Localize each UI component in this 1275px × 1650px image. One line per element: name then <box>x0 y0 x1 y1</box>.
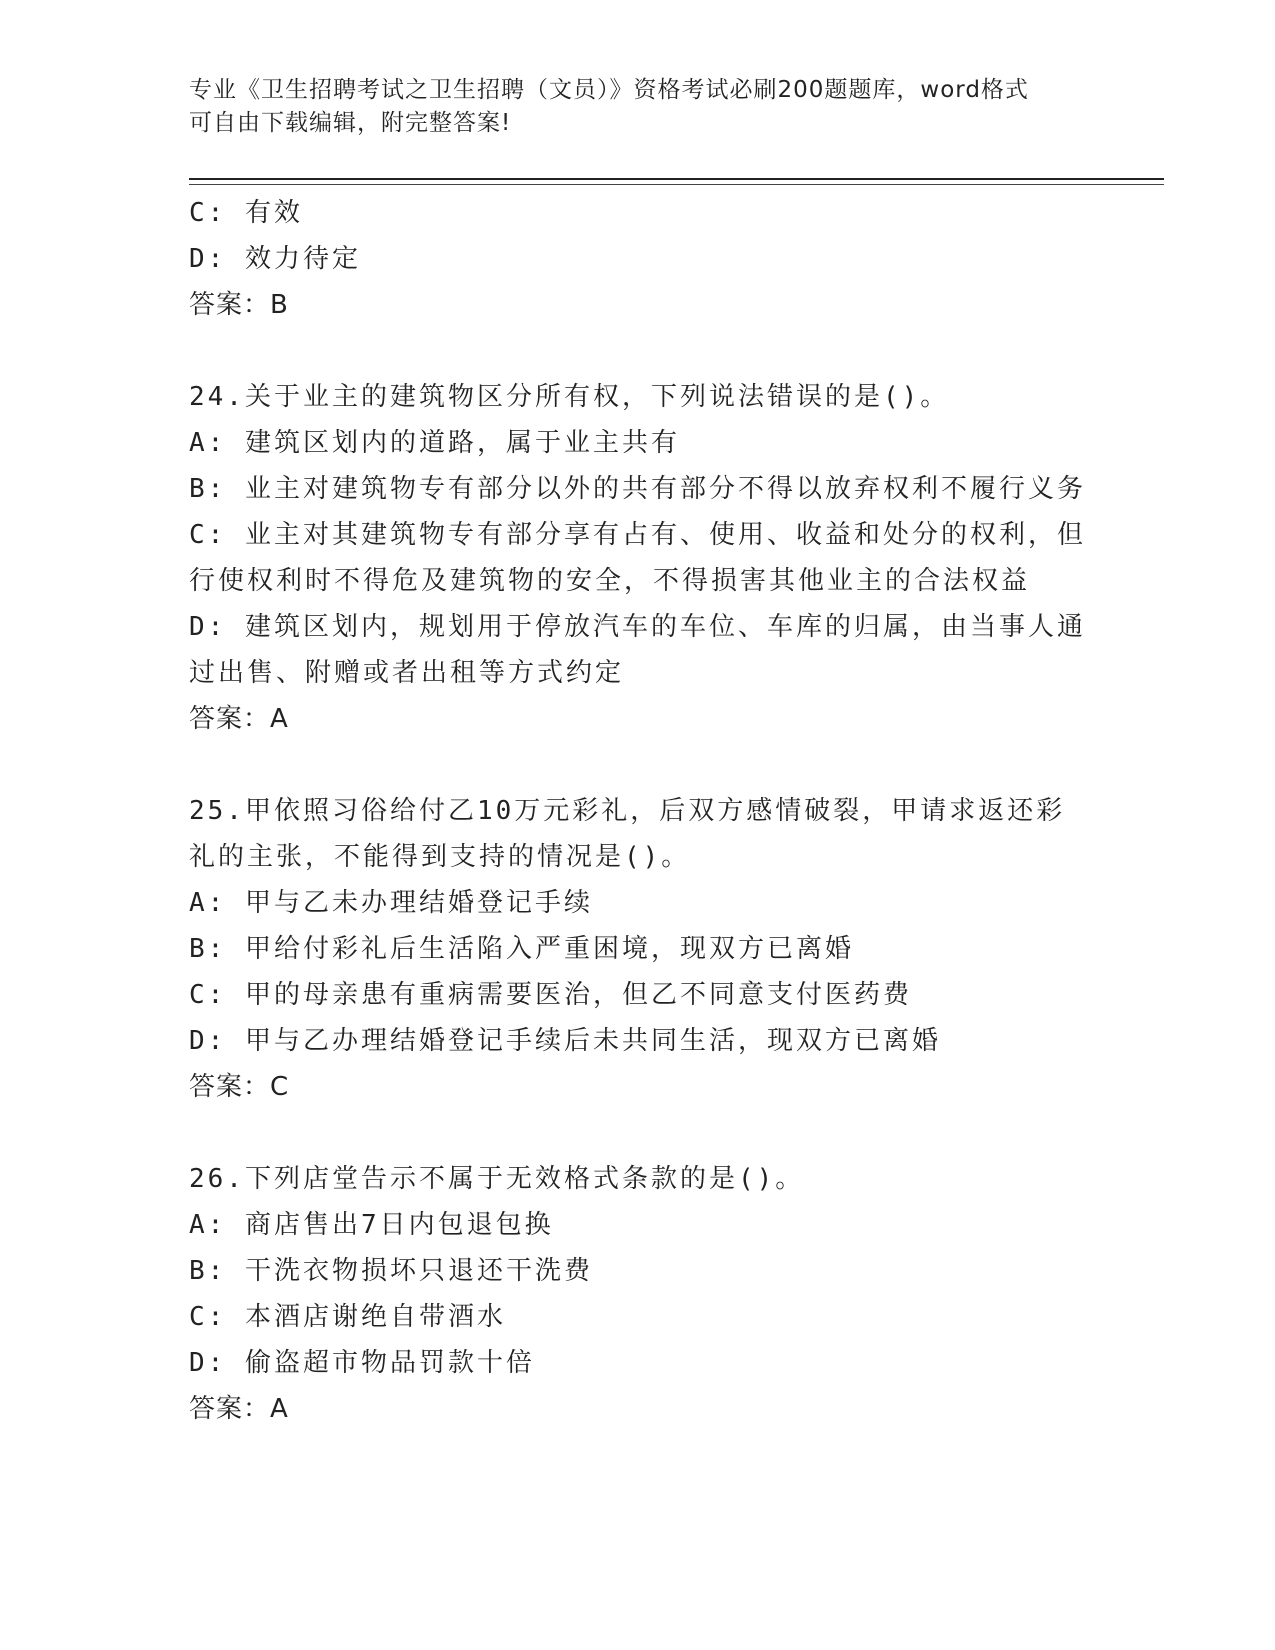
question-26 <box>189 1156 1089 1432</box>
option-b: B: 业主对建筑物专有部分以外的共有部分不得以放弃权利不履行义务 <box>189 474 1086 504</box>
question-stem-continued: 礼的主张，不能得到支持的情况是()。 <box>189 842 691 872</box>
answer: 答案：A <box>189 704 289 734</box>
option-a: A: 商店售出7日内包退包换 <box>189 1210 554 1240</box>
question-stem: 26.下列店堂告示不属于无效格式条款的是()。 <box>189 1164 805 1194</box>
question-stem: 24.关于业主的建筑物区分所有权，下列说法错误的是()。 <box>189 382 950 412</box>
option-a: A: 甲与乙未办理结婚登记手续 <box>189 888 593 918</box>
option-b: B: 甲给付彩礼后生活陷入严重困境，现双方已离婚 <box>189 934 854 964</box>
option-c: C: 业主对其建筑物专有部分享有占有、使用、收益和处分的权利，但 <box>189 520 1086 550</box>
answer: 答案：B <box>189 290 289 320</box>
option-c: C: 甲的母亲患有重病需要医治，但乙不同意支付医药费 <box>189 980 912 1010</box>
option-c: C: 本酒店谢绝自带酒水 <box>189 1302 506 1332</box>
option-d: D: 甲与乙办理结婚登记手续后未共同生活，现双方已离婚 <box>189 1026 941 1056</box>
header-line-1: 专业《卫生招聘考试之卫生招聘（文员）》资格考试必刷200题题库，word格式 <box>189 77 1029 103</box>
option-a: A: 建筑区划内的道路，属于业主共有 <box>189 428 680 458</box>
option-c-continued: 行使权利时不得危及建筑物的安全，不得损害其他业主的合法权益 <box>189 566 1031 596</box>
option-d: D: 建筑区划内，规划用于停放汽车的车位、车库的归属，由当事人通 <box>189 612 1086 642</box>
question-24 <box>189 374 1089 742</box>
header-divider-thin <box>189 184 1164 185</box>
answer: 答案：A <box>189 1394 289 1424</box>
question-list <box>189 190 1089 1432</box>
header-line-2: 可自由下载编辑，附完整答案! <box>189 110 512 136</box>
option-d: D: 偷盗超市物品罚款十倍 <box>189 1348 535 1378</box>
answer: 答案：C <box>189 1072 290 1102</box>
document-header <box>189 74 1069 140</box>
option-c: C: 有效 <box>189 198 303 228</box>
question-23-tail <box>189 190 1089 328</box>
question-25 <box>189 788 1089 1110</box>
option-d-continued: 过出售、附赠或者出租等方式约定 <box>189 658 625 688</box>
option-d: D: 效力待定 <box>189 244 361 274</box>
question-stem: 25.甲依照习俗给付乙10万元彩礼，后双方感情破裂，甲请求返还彩 <box>189 796 1066 826</box>
header-divider-thick <box>189 178 1164 180</box>
option-b: B: 干洗衣物损坏只退还干洗费 <box>189 1256 593 1286</box>
